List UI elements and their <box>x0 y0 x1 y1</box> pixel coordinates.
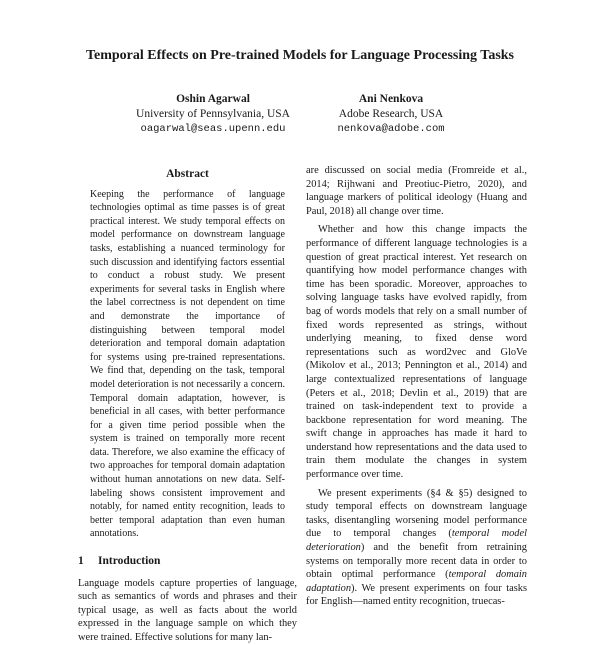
author-affiliation: University of Pennsylvania, USA <box>136 108 290 120</box>
body-paragraph: are discussed on social media (Fromreide et al., 2014; Rijhwani and Preotiuc-Pietro, 2020), and language markers of political ideology (Huang and Paul, 2018) all change over time. <box>306 165 527 217</box>
abstract-heading: Abstract <box>166 168 209 180</box>
section-heading-introduction <box>78 555 297 569</box>
right-column <box>306 164 527 609</box>
author-email[interactable]: nenkova@adobe.com <box>337 123 445 135</box>
left-column <box>78 164 297 645</box>
paragraph-text: ). We present experiments on four tasks for English—named entity recognition, truecas- <box>306 582 527 608</box>
author-name: Oshin Agarwal <box>176 93 250 105</box>
abstract-text: Keeping the performance of language technologies optimal as time passes is of great practical interest. We study temporal effects on model performance on downstream language tasks, establishing a nuanced terminology for such discussion and identifying factors essential to conduct a robust study. We present experiments for several tasks in English where the label correctness is not dependent on time and demonstrate the importance of distinguishing between temporal model deterioration and temporal domain adaptation for systems using pre-trained representations. We find that, depending on the task, temporal model deterioration is not necessarily a concern. Temporal domain adaptation, however, is beneficial in all cases, with better performance for a given time period possible when the system is trained on temporally more recent data. Therefore, we also examine the efficacy of two approaches for temporal domain adaptation without human annotations on new data. Self-labeling shows consistent improvement and notably, for named entity recognition, leads to better temporal adaptation than even human annotations. <box>90 188 285 540</box>
term-temporal-model-deterioration: temporal model deterioration <box>306 528 527 554</box>
body-paragraph: Whether and how this change impacts the performance of different language technologies is a question of great practical interest. Yet research on quantifying how model performance changes with time has been sporadic. Moreover, approaches to solving language tasks have evolved rapidly, from bag of words models that rely on a small number of fixed words represented as strings, without underlying meaning, to fixed dense word representations such as word2vec and GloVe (Mikolov et al., 2013; Pennington et al., 2014) and large contextualized representations of language (Peters et al., 2018; Devlin et al., 2019) that are trained on task-independent text to provide a backbone representation for word meaning. The swift change in approaches has made it hard to understand how representations and the data used to train them modulate the changes in system performance over time. <box>306 224 527 481</box>
section-number: 1 <box>78 555 84 568</box>
paragraph-text: We present experiments (§4 & §5) designed to study temporal effects on downstream language tasks, disentangling worsening model performance due to temporal changes ( <box>306 487 527 540</box>
author-affiliation: Adobe Research, USA <box>338 108 444 120</box>
body-paragraph <box>306 487 527 609</box>
paragraph-text: ) and the benefit from retraining systems on temporally more recent data in order to obtain optimal performance ( <box>306 542 527 581</box>
author-email[interactable]: oagarwal@seas.upenn.edu <box>140 123 286 135</box>
author-name: Ani Nenkova <box>358 93 424 105</box>
author-block <box>281 92 501 137</box>
section-title: Introduction <box>98 555 161 568</box>
intro-paragraph: Language models capture properties of language, such as semantics of words and phrases and their typical usage, as well as facts about the world expressed in the language sample on which they were trained. Effective solutions for many lan- <box>78 577 297 643</box>
paper-title: Temporal Effects on Pre-trained Models for Language Processing Tasks <box>85 48 515 63</box>
term-temporal-domain-adaptation: temporal domain adaptation <box>306 569 528 594</box>
